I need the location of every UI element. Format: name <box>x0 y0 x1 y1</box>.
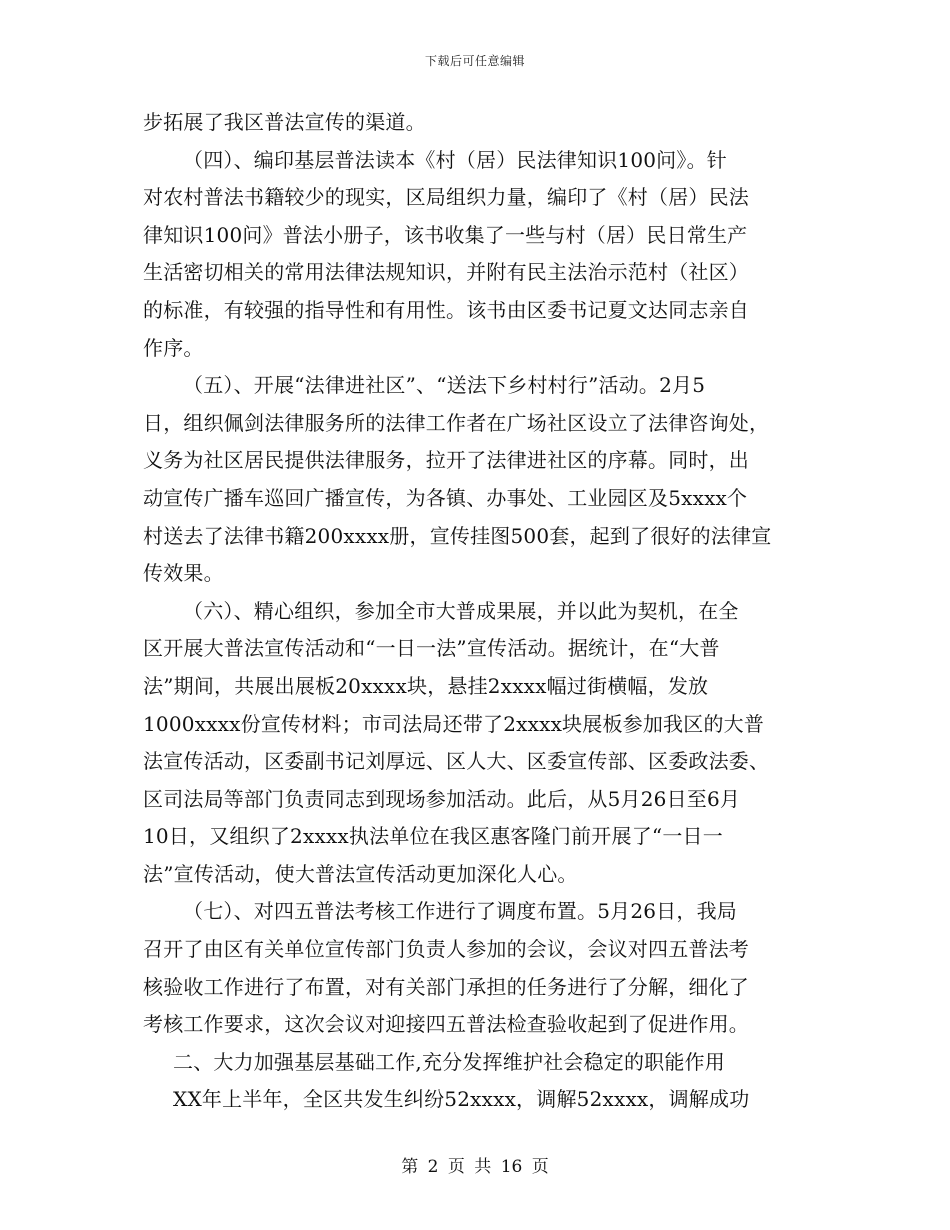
text-line-24: 核验收工作进行了布置，对有关部门承担的任务进行了分解，细化了 <box>143 974 749 999</box>
page-header: 下载后可任意编辑 <box>424 54 525 68</box>
text-line-10: 义务为社区居民提供法律服务，拉开了法律进社区的序幕。同时，出 <box>143 448 749 473</box>
text-line-19: 区司法局等部门负责同志到现场参加活动。此后，从5月26日至6月 <box>143 786 741 811</box>
text-line-23: 召开了由区有关单位宣传部门负责人参加的会议，会议对四五普法考 <box>143 937 749 962</box>
text-line-5: 生活密切相关的常用法律法规知识，并附有民主法治示范村（社区） <box>143 260 749 285</box>
text-line-3: 对农村普法书籍较少的现实，区局组织力量，编印了《村（居）民法 <box>143 185 749 210</box>
text-line-8: （五）、开展“法律进社区”、“送法下乡村村行”活动。2月5 <box>183 373 706 398</box>
text-line-13: 传效果。 <box>143 561 224 586</box>
text-line-14: （六）、精心组织，参加全市大普成果展，并以此为契机，在全 <box>183 598 739 623</box>
text-line-4: 律知识100问》普法小册子，该书收集了一些与村（居）民日常生产 <box>143 222 748 247</box>
text-line-11: 动宣传广播车巡回广播宣传，为各镇、办事处、工业园区及5xxxx个 <box>143 485 748 510</box>
text-line-9: 日，组织佩剑法律服务所的法律工作者在广场社区设立了法律咨询处， <box>143 410 770 435</box>
text-line-17: 1000xxxx份宣传材料；市司法局还带了2xxxx块展板参加我区的大普 <box>143 711 765 736</box>
text-line-12: 村送去了法律书籍200xxxx册，宣传挂图500套，起到了很好的法律宣 <box>143 523 772 548</box>
text-line-22: （七）、对四五普法考核工作进行了调度布置。5月26日，我局 <box>183 899 737 924</box>
text-line-7: 作序。 <box>143 335 204 360</box>
text-line-25: 考核工作要求，这次会议对迎接四五普法检查验收起到了促进作用。 <box>143 1012 749 1037</box>
section-heading: 二、大力加强基层基础工作,充分发挥维护社会稳定的职能作用 <box>173 1049 725 1074</box>
page-number: 第 2 页 共 16 页 <box>401 1157 549 1177</box>
text-line-20: 10日，又组织了2xxxx执法单位在我区惠客隆门前开展了“一日一 <box>143 824 723 849</box>
text-line-2: （四）、编印基层普法读本《村（居）民法律知识100问》。针 <box>183 147 727 172</box>
text-line-18: 法宣传活动，区委副书记刘厚远、区人大、区委宣传部、区委政法委、 <box>143 749 770 774</box>
text-line-16: 法”期间，共展出展板20xxxx块，悬挂2xxxx幅过街横幅，发放 <box>143 673 709 698</box>
text-line-6: 的标准，有较强的指导性和有用性。该书由区委书记夏文达同志亲自 <box>143 297 749 322</box>
text-line-27: XX年上半年，全区共发生纠纷52xxxx，调解52xxxx，调解成功 <box>173 1087 750 1112</box>
text-line-21: 法”宣传活动，使大普法宣传活动更加深化人心。 <box>143 861 578 886</box>
text-line-15: 区开展大普法宣传活动和“一日一法”宣传活动。据统计，在“大普 <box>143 636 720 661</box>
document-body <box>143 104 809 1119</box>
text-line-1: 步拓展了我区普法宣传的渠道。 <box>143 110 426 134</box>
